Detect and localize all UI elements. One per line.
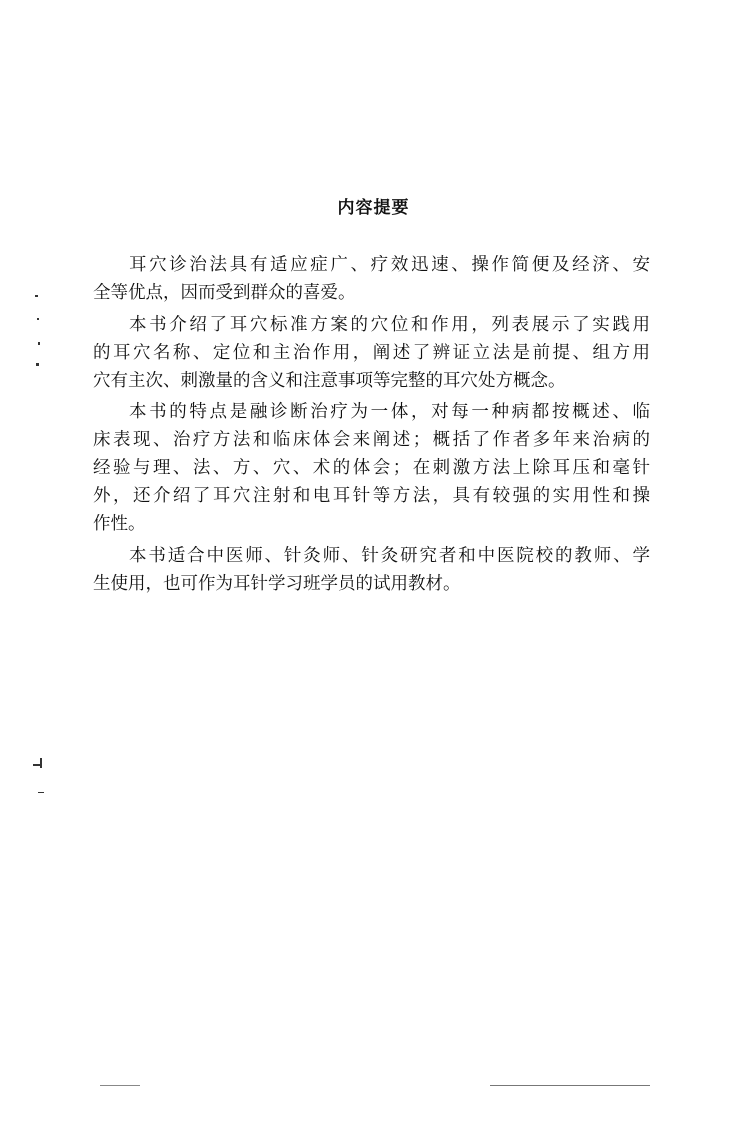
scan-speck xyxy=(35,295,38,297)
paragraph-3-line-4: 外，还介绍了耳穴注射和电耳针等方法，具有较强的实用性和操 xyxy=(93,486,650,506)
scan-speck xyxy=(38,342,40,345)
scan-speck xyxy=(38,792,44,793)
paragraph-4-line-2: 生使用，也可作为耳针学习班学员的试用教材。 xyxy=(93,574,461,594)
paragraph-2-line-2: 的耳穴名称、定位和主治作用，阐述了辨证立法是前提、组方用 xyxy=(93,343,650,363)
paragraph-2-line-3: 穴有主次、刺激量的含义和注意事项等完整的耳穴处方概念。 xyxy=(93,371,566,391)
paragraph-2-line-1: 本书介绍了耳穴标准方案的穴位和作用，列表展示了实践用 xyxy=(129,315,650,335)
paragraph-4-line-1: 本书适合中医师、针灸师、针灸研究者和中医院校的教师、学 xyxy=(129,546,650,566)
paragraph-3-line-3: 经验与理、法、方、穴、术的体会；在刺激方法上除耳压和毫针 xyxy=(93,458,650,478)
scan-line xyxy=(100,1085,140,1086)
scan-line xyxy=(490,1085,650,1086)
paragraph-1-line-1: 耳穴诊治法具有适应症广、疗效迅速、操作简便及经济、安 xyxy=(129,255,650,275)
paragraph-3-line-1: 本书的特点是融诊断治疗为一体，对每一种病都按概述、临 xyxy=(129,402,650,422)
scan-speck xyxy=(40,758,42,768)
paragraph-3-line-2: 床表现、治疗方法和临床体会来阐述；概括了作者多年来治病的 xyxy=(93,430,650,450)
page-title: 内容提要 xyxy=(337,198,410,218)
summary-body xyxy=(93,251,650,598)
paragraph-3-line-5: 作性。 xyxy=(93,514,146,534)
scan-speck xyxy=(37,318,39,320)
paragraph-1-line-2: 全等优点，因而受到群众的喜爱。 xyxy=(93,283,356,303)
scan-speck xyxy=(36,363,39,366)
